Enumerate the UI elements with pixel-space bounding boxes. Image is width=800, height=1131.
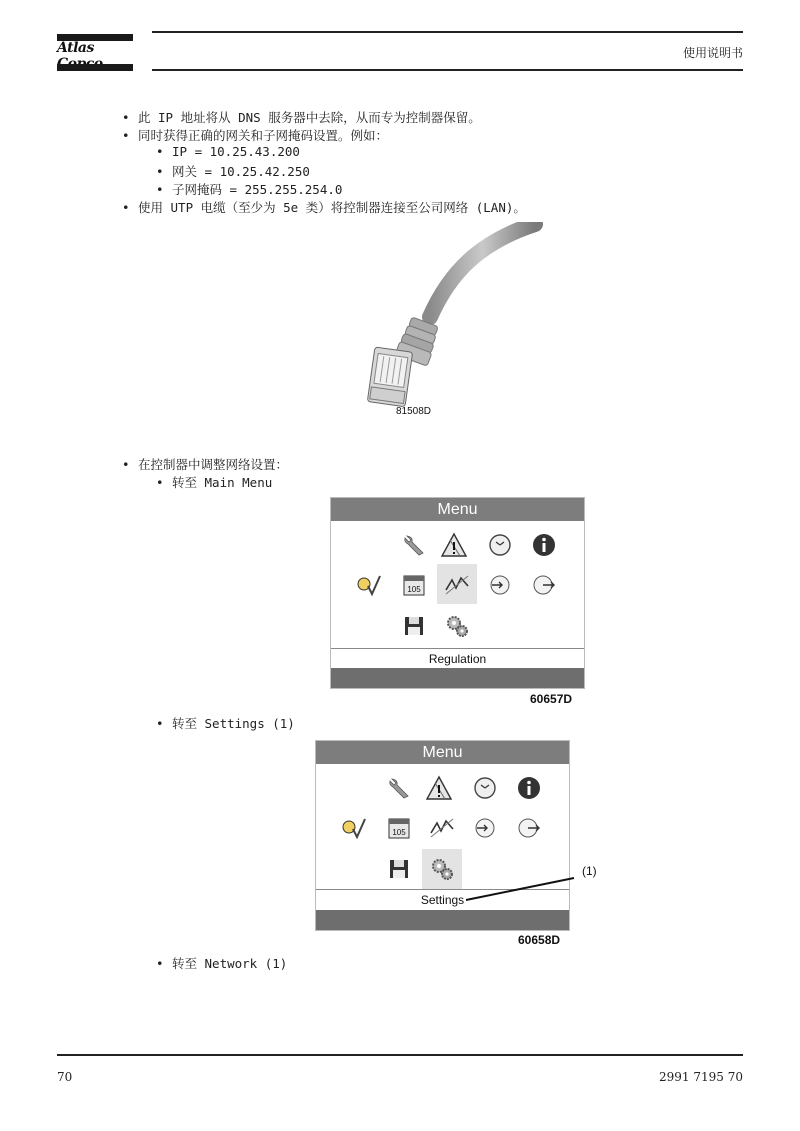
- sub-bullet-gateway-text: 网关 = 10.25.42.250: [172, 164, 310, 179]
- info-icon[interactable]: [529, 530, 559, 560]
- menu-footer-bar: [316, 910, 569, 930]
- sub-bullet-subnet-text: 子网掩码 = 255.255.254.0: [172, 182, 343, 197]
- warning-icon[interactable]: [424, 773, 454, 803]
- bullet-adjust-network-text: 在控制器中调整网络设置：: [138, 457, 289, 472]
- callout-number: (1): [582, 864, 597, 878]
- sub-bullet-ip-text: IP = 10.25.43.200: [172, 144, 300, 159]
- figure-code-2: 60658D: [518, 933, 561, 947]
- step-network-text: 转至 Network (1): [172, 956, 288, 971]
- photo-code: 81508D: [396, 406, 432, 417]
- footer-rule: [57, 1054, 743, 1056]
- step-settings-text: 转至 Settings (1): [172, 716, 295, 731]
- bullet-adjust-network: [122, 455, 288, 473]
- info-icon[interactable]: [514, 773, 544, 803]
- calendar-icon[interactable]: [384, 813, 414, 843]
- callout-line: [460, 872, 580, 904]
- save-icon[interactable]: [384, 854, 414, 884]
- header-rule-bottom: [152, 69, 743, 71]
- step-settings: [156, 714, 295, 732]
- menu-title: Menu: [331, 498, 584, 521]
- menu-screen-main: [330, 497, 585, 689]
- settings-gears-icon[interactable]: [442, 611, 472, 641]
- document-number: 2991 7195 70: [659, 1070, 743, 1084]
- sub-bullet-ip: [156, 144, 300, 159]
- sub-bullet-gateway: [156, 162, 310, 180]
- service-check-icon[interactable]: [338, 813, 368, 843]
- step-main-menu-text: 转至 Main Menu: [172, 475, 273, 490]
- company-logo: Atlas: [57, 40, 94, 56]
- clock-icon[interactable]: [485, 530, 515, 560]
- header-rule-top: [152, 31, 743, 33]
- bullet-dns: [122, 108, 481, 126]
- utp-cable-photo: [330, 222, 550, 422]
- menu-status-label: Regulation: [331, 648, 584, 671]
- regulation-icon[interactable]: [427, 813, 457, 843]
- clock-icon[interactable]: [470, 773, 500, 803]
- bullet-dns-text: 此 IP 地址将从 DNS 服务器中去除，从而专为控制器保留。: [138, 110, 481, 125]
- bullet-utp-cable-text: 使用 UTP 电缆（至少为 5e 类）将控制器连接至公司网络 (LAN)。: [138, 200, 526, 215]
- figure-code-1: 60657D: [530, 692, 573, 706]
- menu-status-label: Settings: [316, 889, 569, 912]
- wrench-icon[interactable]: [399, 530, 429, 560]
- save-icon[interactable]: [399, 611, 429, 641]
- menu-title: Menu: [316, 741, 569, 764]
- wrench-icon[interactable]: [384, 773, 414, 803]
- menu-footer-bar: [331, 668, 584, 688]
- settings-gears-icon[interactable]: [427, 854, 457, 884]
- bullet-gateway-subnet-text: 同时获得正确的网关和子网掩码设置。例如：: [138, 128, 389, 143]
- logo-bar-bottom: [57, 64, 133, 71]
- input-icon[interactable]: [470, 813, 500, 843]
- regulation-icon[interactable]: [442, 570, 472, 600]
- service-check-icon[interactable]: [353, 570, 383, 600]
- step-network: [156, 954, 287, 972]
- warning-icon[interactable]: [439, 530, 469, 560]
- step-main-menu: [156, 473, 272, 491]
- calendar-number: 105: [392, 828, 406, 837]
- calendar-icon[interactable]: [399, 570, 429, 600]
- bullet-gateway-subnet: [122, 126, 388, 144]
- calendar-number: 105: [407, 585, 421, 594]
- input-icon[interactable]: [485, 570, 515, 600]
- output-icon[interactable]: [514, 813, 544, 843]
- sub-bullet-subnet: [156, 180, 342, 198]
- output-icon[interactable]: [529, 570, 559, 600]
- bullet-utp-cable: [122, 198, 526, 216]
- page-number: 70: [57, 1070, 73, 1084]
- document-title: 使用说明书: [682, 46, 743, 60]
